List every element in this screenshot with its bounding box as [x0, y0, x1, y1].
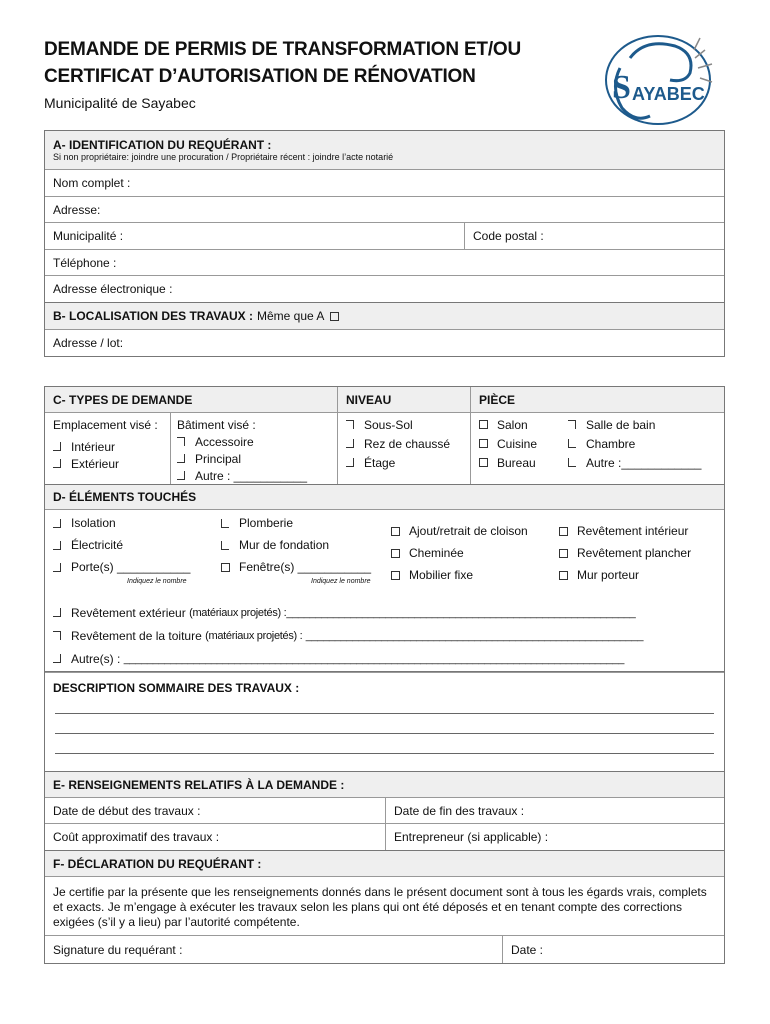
- same-as-a-label: Même que A: [257, 309, 325, 323]
- section-b-title: B- LOCALISATION DES TRAVAUX :: [53, 309, 253, 323]
- section-a-header: [45, 131, 724, 169]
- batiment-accessoire[interactable]: Accessoire: [177, 433, 331, 450]
- piece-chambre[interactable]: Chambre: [568, 435, 716, 452]
- description-line-3[interactable]: [55, 753, 714, 754]
- section-a-title: A- IDENTIFICATION DU REQUÉRANT :: [53, 138, 272, 152]
- piece-autre[interactable]: Autre :____________: [568, 454, 716, 471]
- section-d-header: [45, 485, 724, 509]
- batiment-autre[interactable]: Autre : ___________: [177, 467, 331, 484]
- signature-field[interactable]: Signature du requérant :: [53, 942, 183, 957]
- section-e: [44, 772, 725, 851]
- section-b-header: [45, 303, 724, 329]
- niveau-etage[interactable]: Étage: [346, 454, 462, 471]
- elements-col-4: [559, 520, 724, 586]
- sayabec-logo: [590, 28, 730, 132]
- niveau-sous-sol[interactable]: Sous-Sol: [346, 416, 462, 433]
- elements-col-2: [221, 512, 391, 585]
- section-f: [44, 851, 725, 964]
- elements-lines: [53, 601, 718, 670]
- page-title: [44, 36, 604, 90]
- element-cloison[interactable]: Ajout/retrait de cloison: [391, 520, 561, 542]
- batiment-group: [170, 413, 337, 484]
- email-field[interactable]: Adresse électronique :: [53, 282, 173, 296]
- section-e-title: E- RENSEIGNEMENTS RELATIFS À LA DEMANDE :: [53, 777, 345, 792]
- piece-cuisine[interactable]: Cuisine: [479, 435, 552, 452]
- element-fenetres[interactable]: Fenêtre(s) ___________: [221, 556, 391, 578]
- element-revetement-toiture[interactable]: Revêtement de la toiture (matériaux projetés) : __________________________________________________________: [53, 624, 718, 647]
- element-cheminee[interactable]: Cheminée: [391, 542, 561, 564]
- element-mur-fondation[interactable]: Mur de fondation: [221, 534, 391, 556]
- section-d-title: D- ÉLÉMENTS TOUCHÉS: [53, 490, 197, 504]
- date-fin-field[interactable]: Date de fin des travaux :: [385, 798, 724, 823]
- description-line-1[interactable]: [55, 713, 714, 714]
- nom-complet-field[interactable]: Nom complet :: [53, 176, 131, 190]
- cout-field[interactable]: Coût approximatif des travaux :: [53, 830, 220, 844]
- section-f-title: F- DÉCLARATION DU REQUÉRANT :: [53, 856, 262, 871]
- section-c: [44, 386, 725, 485]
- telephone-field[interactable]: Téléphone :: [53, 255, 117, 270]
- emplacement-exterieur[interactable]: Extérieur: [53, 455, 162, 472]
- indiquez-nombre-fenetres: Indiquez le nombre: [311, 578, 371, 585]
- indiquez-nombre-portes: Indiquez le nombre: [127, 578, 187, 585]
- entrepreneur-field[interactable]: Entrepreneur (si applicable) :: [385, 824, 724, 850]
- element-revetement-exterieur[interactable]: Revêtement extérieur (matériaux projetés) : ____________________________________________________________: [53, 601, 718, 624]
- piece-group-1: [470, 413, 560, 484]
- svg-text:S: S: [612, 69, 631, 106]
- section-c-header: [45, 387, 724, 412]
- section-f-header: [45, 851, 724, 876]
- piece-title: PIÈCE: [470, 387, 724, 412]
- section-a: [44, 130, 725, 303]
- declaration-date-field[interactable]: Date :: [502, 936, 724, 963]
- element-mur-porteur[interactable]: Mur porteur: [559, 564, 724, 586]
- section-a-note: Si non propriétaire: joindre une procuration / Propriétaire récent : joindre l’acte notarié: [53, 152, 394, 162]
- permit-form: [44, 130, 725, 964]
- emplacement-label: Emplacement visé :: [53, 417, 158, 432]
- adresse-field[interactable]: Adresse:: [53, 202, 101, 217]
- piece-salon[interactable]: Salon: [479, 416, 552, 433]
- element-autres[interactable]: Autre(s) : ______________________________________________________________________________________: [53, 647, 718, 670]
- emplacement-interieur[interactable]: Intérieur: [53, 438, 162, 455]
- declaration-text: Je certifie par la présente que les renseignements donnés dans le présent document sont à tous les égards vrais, complets et exacts. Je m’engage à exécuter les travaux selon les plans qui ont été déposés et en tenant compte des corrections exigées (s’il y a lieu) par l’autorité compétente.: [53, 885, 707, 929]
- section-c-title: C- TYPES DE DEMANDE: [53, 392, 193, 407]
- niveau-rez[interactable]: Rez de chaussé: [346, 435, 462, 452]
- batiment-label: Bâtiment visé :: [177, 417, 256, 432]
- section-e-header: [45, 772, 724, 797]
- element-isolation[interactable]: Isolation: [53, 512, 223, 534]
- municipality-name: Municipalité de Sayabec: [44, 95, 196, 111]
- description-line-2[interactable]: [55, 733, 714, 734]
- element-revetement-interieur[interactable]: Revêtement intérieur: [559, 520, 724, 542]
- element-portes[interactable]: Porte(s) ___________: [53, 556, 223, 578]
- piece-group-2: [560, 413, 724, 484]
- title-line-1: DEMANDE DE PERMIS DE TRANSFORMATION ET/OU: [44, 39, 522, 60]
- logo-text: AYABEC: [632, 84, 705, 104]
- emplacement-group: [45, 413, 170, 484]
- section-b: [44, 303, 725, 357]
- element-revetement-plancher[interactable]: Revêtement plancher: [559, 542, 724, 564]
- code-postal-field[interactable]: Code postal :: [464, 223, 724, 249]
- section-d: [44, 485, 725, 672]
- elements-col-3: [391, 520, 561, 586]
- title-line-2: CERTIFICAT D’AUTORISATION DE RÉNOVATION: [44, 66, 476, 87]
- municipalite-field[interactable]: Municipalité :: [53, 229, 124, 243]
- niveau-group: [337, 413, 470, 484]
- elements-col-1: [53, 512, 223, 585]
- niveau-title: NIVEAU: [337, 387, 470, 412]
- element-plomberie[interactable]: Plomberie: [221, 512, 391, 534]
- batiment-principal[interactable]: Principal: [177, 450, 331, 467]
- piece-bureau[interactable]: Bureau: [479, 454, 552, 471]
- description-title: DESCRIPTION SOMMAIRE DES TRAVAUX :: [53, 681, 300, 695]
- description-section: [44, 672, 725, 772]
- adresse-lot-field[interactable]: Adresse / lot:: [53, 336, 124, 350]
- element-electricite[interactable]: Électricité: [53, 534, 223, 556]
- date-debut-field[interactable]: Date de début des travaux :: [53, 803, 201, 818]
- same-as-a-checkbox[interactable]: [330, 312, 339, 321]
- piece-salle-de-bain[interactable]: Salle de bain: [568, 416, 716, 433]
- element-mobilier[interactable]: Mobilier fixe: [391, 564, 561, 586]
